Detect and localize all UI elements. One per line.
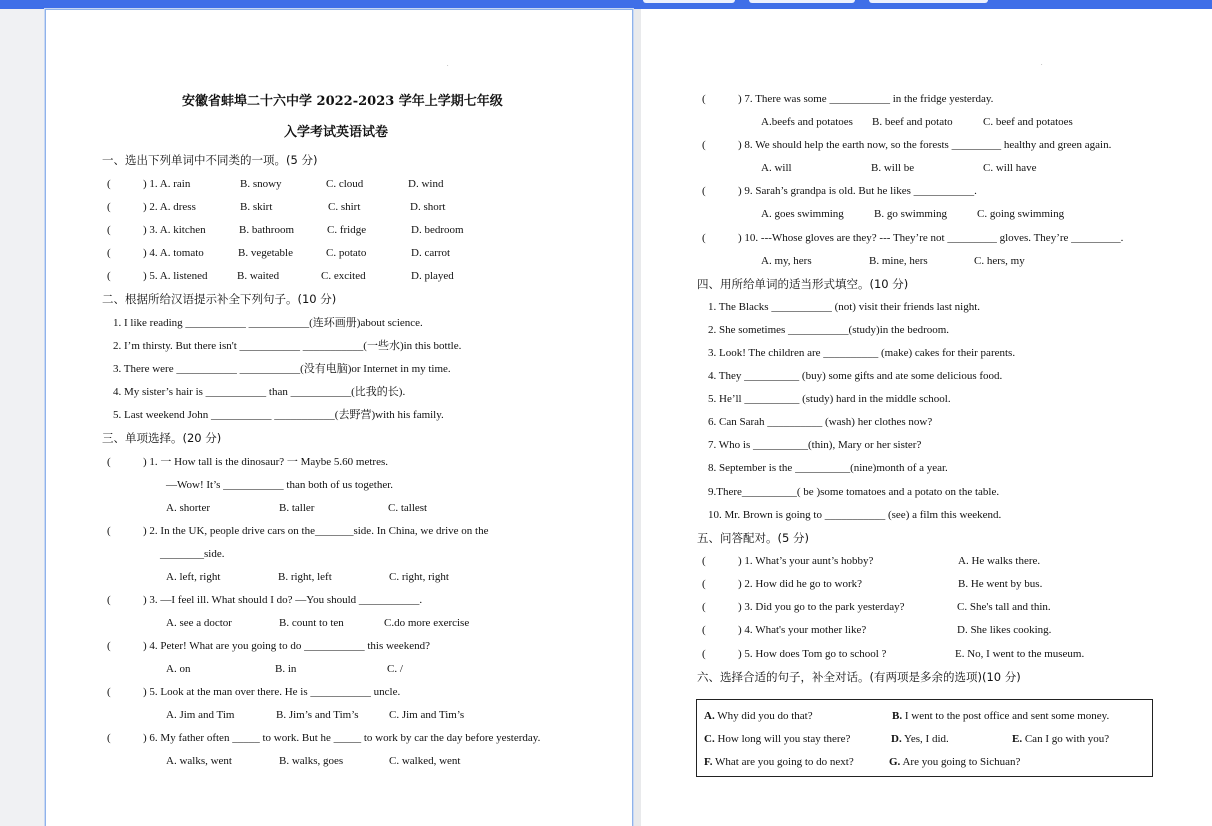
option-a: A.beefs and potatoes	[761, 116, 853, 128]
s3-q1-stem: ) 1. 一 How tall is the dinosaur? 一 Maybe 5.60 metres.	[143, 456, 389, 468]
s5-question: ) 5. How does Tom go to school ?	[738, 648, 887, 660]
option-d: D. carrot	[411, 247, 451, 259]
option-c: C.do more exercise	[384, 617, 470, 629]
s3-q2-stem: ) 2. In the UK, people drive cars on the_______side. In China, we drive on the	[143, 525, 489, 537]
option-d: D. bedroom	[411, 224, 464, 236]
section-6-heading: 六、选择合适的句子，补全对话。(有两项是多余的选项)(10 分)	[697, 670, 1021, 684]
option-c: C. shirt	[328, 201, 361, 213]
s3-q2-stem2: ________side.	[160, 548, 225, 560]
s5-answer: E. No, I went to the museum.	[955, 648, 1085, 660]
s5-answer: C. She's tall and thin.	[957, 601, 1051, 613]
s2-item: 1. I like reading ___________ ___________(连环画册)about science.	[113, 317, 423, 329]
option-b: B. Jim’s and Tim’s	[276, 709, 359, 721]
s3-q4-stem: ) 4. Peter! What are you going to do ___________ this weekend?	[143, 640, 430, 652]
s3-q8-stem: ) 8. We should help the earth now, so the forests _________ healthy and green again.	[738, 139, 1112, 151]
section-3-heading: 三、单项选择。(20 分)	[102, 431, 222, 445]
option-b: B. I went to the post office and sent some money.	[892, 710, 1110, 722]
answer-paren[interactable]: (	[107, 224, 111, 236]
answer-paren[interactable]: (	[702, 578, 706, 590]
s4-item: 9.There__________( be )some tomatoes and a potato on the table.	[708, 486, 1000, 498]
option-b: B. go swimming	[874, 208, 948, 220]
left-margin	[0, 9, 45, 826]
option-b: B. skirt	[240, 201, 273, 213]
option-b: B. waited	[237, 270, 280, 282]
option-a: A. Jim and Tim	[166, 709, 235, 721]
exam-subtitle: 入学考试英语试卷	[284, 125, 389, 140]
page-mark: .	[447, 62, 449, 68]
section-1-heading: 一、选出下列单词中不同类的一项。(5 分)	[102, 153, 318, 167]
s1-q1: ) 1. A. rain	[143, 178, 191, 190]
answer-paren[interactable]: (	[702, 139, 706, 151]
answer-paren[interactable]: (	[107, 178, 111, 190]
option-c: C. going swimming	[977, 208, 1065, 220]
answer-paren[interactable]: (	[107, 686, 111, 698]
option-c: C. right, right	[389, 571, 449, 583]
option-d: D. Yes, I did.	[891, 733, 949, 745]
option-a: A. my, hers	[761, 255, 812, 267]
toolbar-tab[interactable]	[869, 0, 988, 3]
option-d: D. short	[410, 201, 446, 213]
s5-answer: D. She likes cooking.	[957, 624, 1052, 636]
answer-paren[interactable]: (	[702, 93, 706, 105]
s3-q9-stem: ) 9. Sarah’s grandpa is old. But he likes ___________.	[738, 185, 977, 197]
option-c: C. hers, my	[974, 255, 1025, 267]
s4-item: 10. Mr. Brown is going to ___________ (see) a film this weekend.	[708, 509, 1002, 521]
option-e: E. Can I go with you?	[1012, 733, 1110, 745]
answer-paren[interactable]: (	[107, 732, 111, 744]
s5-question: ) 3. Did you go to the park yesterday?	[738, 601, 905, 613]
s4-item: 8. September is the __________(nine)month of a year.	[708, 462, 948, 474]
answer-paren[interactable]: (	[702, 648, 706, 660]
s2-item: 5. Last weekend John ___________ ___________(去野营)with his family.	[113, 409, 444, 421]
option-a: A. left, right	[166, 571, 221, 583]
s2-item: 2. I’m thirsty. But there isn't ___________ ___________(一些水)in this bottle.	[113, 340, 462, 352]
s3-q1-stem2: —Wow! It’s ___________ than both of us together.	[166, 479, 394, 491]
option-b: B. snowy	[240, 178, 282, 190]
s1-q3: ) 3. A. kitchen	[143, 224, 206, 236]
option-b: B. beef and potato	[872, 116, 953, 128]
s5-question: ) 4. What's your mother like?	[738, 624, 867, 636]
s4-item: 4. They __________ (buy) some gifts and ate some delicious food.	[708, 370, 1003, 382]
s1-q4: ) 4. A. tomato	[143, 247, 204, 259]
answer-paren[interactable]: (	[702, 601, 706, 613]
s5-answer: B. He went by bus.	[958, 578, 1043, 590]
option-a: A. goes swimming	[761, 208, 844, 220]
option-a: A. walks, went	[166, 755, 232, 767]
answer-paren[interactable]: (	[107, 640, 111, 652]
toolbar-tab[interactable]	[749, 0, 855, 3]
s4-item: 3. Look! The children are __________ (make) cakes for their parents.	[708, 347, 1016, 359]
option-c: C. tallest	[388, 502, 428, 514]
answer-paren[interactable]: (	[702, 185, 706, 197]
option-c: C. /	[387, 663, 403, 675]
option-d: D. wind	[408, 178, 444, 190]
toolbar-tab[interactable]	[643, 0, 735, 3]
option-b: B. right, left	[278, 571, 332, 583]
option-f: F. What are you going to do next?	[704, 756, 854, 768]
s5-answer: A. He walks there.	[958, 555, 1041, 567]
s4-item: 6. Can Sarah __________ (wash) her clothes now?	[708, 416, 933, 428]
option-g: G. Are you going to Sichuan?	[889, 756, 1021, 768]
s4-item: 1. The Blacks ___________ (not) visit their friends last night.	[708, 301, 981, 313]
answer-paren[interactable]: (	[702, 232, 706, 244]
option-c: C. Jim and Tim’s	[389, 709, 465, 721]
s4-item: 7. Who is __________(thin), Mary or her sister?	[708, 439, 922, 451]
s5-question: ) 2. How did he go to work?	[738, 578, 863, 590]
option-c: C. fridge	[327, 224, 367, 236]
s4-item: 5. He’ll __________ (study) hard in the middle school.	[708, 393, 951, 405]
option-b: B. in	[275, 663, 297, 675]
section-2-heading: 二、根据所给汉语提示补全下列句子。(10 分)	[102, 292, 337, 306]
answer-paren[interactable]: (	[702, 624, 706, 636]
answer-paren[interactable]: (	[107, 270, 111, 282]
option-c: C. will have	[983, 162, 1037, 174]
s3-q10-stem: ) 10. ---Whose gloves are they? --- They’re not _________ gloves. They’re _________.	[738, 232, 1124, 244]
option-c: C. beef and potatoes	[983, 116, 1073, 128]
page-gutter	[633, 9, 641, 826]
option-c: C. excited	[321, 270, 366, 282]
option-b: B. count to ten	[279, 617, 344, 629]
s3-q6-stem: ) 6. My father often _____ to work. But he _____ to work by car the day before yesterday.	[143, 732, 541, 744]
s3-q3-stem: ) 3. —I feel ill. What should I do? —You should ___________.	[143, 594, 423, 606]
option-c: C. potato	[326, 247, 367, 259]
option-d: D. played	[411, 270, 454, 282]
exam-title: 安徽省蚌埠二十六中学 2022-2023 学年上学期七年级	[182, 94, 503, 109]
page-mark: .	[1041, 61, 1043, 67]
option-b: B. walks, goes	[279, 755, 344, 767]
s3-q7-stem: ) 7. There was some ___________ in the fridge yesterday.	[738, 93, 994, 105]
viewer-top-bar	[0, 0, 1212, 9]
option-b: B. will be	[871, 162, 915, 174]
answer-paren[interactable]: (	[107, 201, 111, 213]
s4-item: 2. She sometimes ___________(study)in the bedroom.	[708, 324, 950, 336]
option-b: B. mine, hers	[869, 255, 928, 267]
s1-q2: ) 2. A. dress	[143, 201, 196, 213]
s3-q5-stem: ) 5. Look at the man over there. He is ___________ uncle.	[143, 686, 401, 698]
option-c: C. cloud	[326, 178, 364, 190]
answer-paren[interactable]: (	[107, 247, 111, 259]
section-5-heading: 五、问答配对。(5 分)	[697, 531, 809, 545]
s2-item: 4. My sister’s hair is ___________ than ___________(比我的长).	[113, 386, 406, 398]
s2-item: 3. There were ___________ ___________(没有电脑)or Internet in my time.	[113, 363, 451, 375]
answer-paren[interactable]: (	[107, 456, 111, 468]
answer-paren[interactable]: (	[702, 555, 706, 567]
option-a: A. on	[166, 663, 191, 675]
section-4-heading: 四、用所给单词的适当形式填空。(10 分)	[697, 277, 909, 291]
option-b: B. taller	[279, 502, 315, 514]
option-c: C. How long will you stay there?	[704, 733, 851, 745]
option-b: B. vegetable	[238, 247, 293, 259]
option-a: A. will	[761, 162, 792, 174]
option-a: A. shorter	[166, 502, 210, 514]
s5-question: ) 1. What’s your aunt’s hobby?	[738, 555, 874, 567]
option-c: C. walked, went	[389, 755, 461, 767]
option-a: A. see a doctor	[166, 617, 232, 629]
option-a: A. Why did you do that?	[704, 710, 813, 722]
option-b: B. bathroom	[239, 224, 294, 236]
answer-paren[interactable]: (	[107, 525, 111, 537]
answer-paren[interactable]: (	[107, 594, 111, 606]
s1-q5: ) 5. A. listened	[143, 270, 208, 282]
